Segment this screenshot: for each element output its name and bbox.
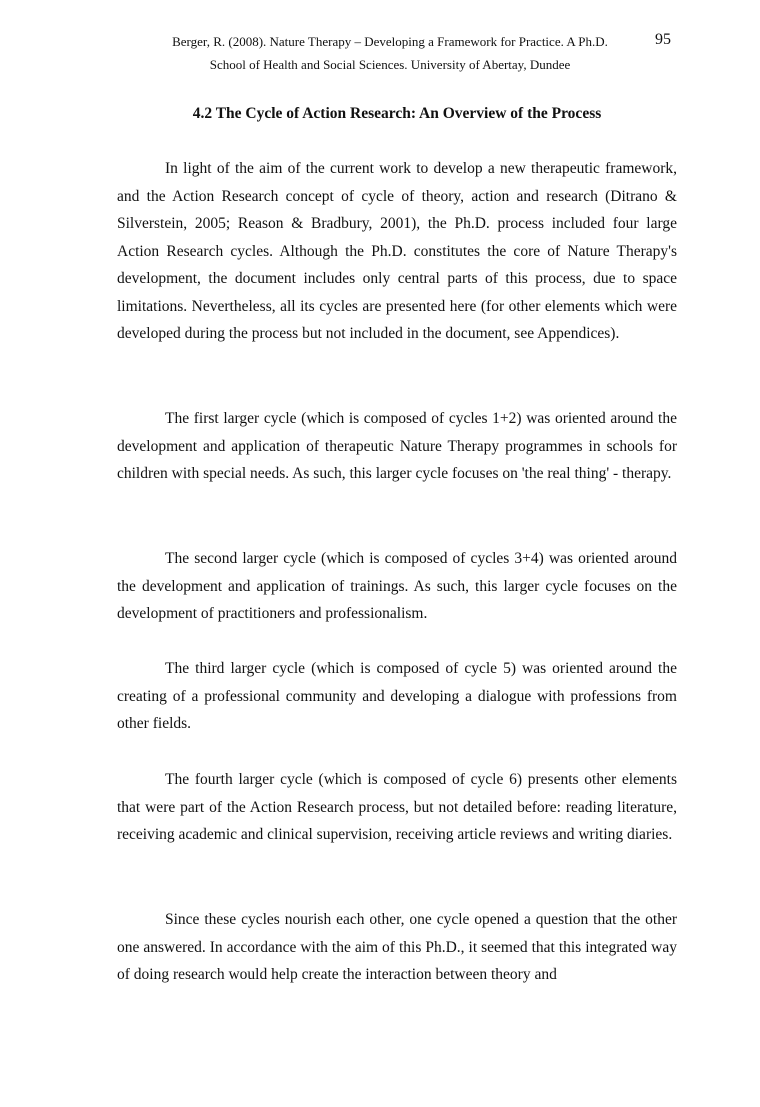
body-paragraph: The third larger cycle (which is composed of cycle 5) was oriented around the creating of a professional community and developing a dialogue with professions from other fields. bbox=[117, 660, 677, 732]
running-header bbox=[130, 30, 650, 76]
body-paragraph: In light of the aim of the current work to develop a new therapeutic framework, and the Action Research concept of cycle of theory, action and research (Ditrano & Silverstein, 2005; Reason & Bradbury, 2001), the Ph.D. process included four large Action Research cycles. Although the Ph.D. constitutes the core of Nature Therapy's development, the document includes only central parts of this process, due to space limitations. Nevertheless, all its cycles are presented here (for other elements which were developed during the process but not included in the document, see Appendices). bbox=[117, 160, 677, 342]
body-paragraph: The second larger cycle (which is composed of cycles 3+4) was oriented around the development and application of trainings. As such, this larger cycle focuses on the development of practitioners and professionalism. bbox=[117, 550, 677, 622]
section-title: 4.2 The Cycle of Action Research: An Overview of the Process bbox=[192, 105, 602, 122]
header-citation-line-2: School of Health and Social Sciences. University of Abertay, Dundee bbox=[209, 57, 571, 72]
body-paragraph: Since these cycles nourish each other, one cycle opened a question that the other one answered. In accordance with the aim of this Ph.D., it seemed that this integrated way of doing research would help create the interaction between theory and bbox=[117, 911, 677, 983]
body-paragraph: The first larger cycle (which is composed of cycles 1+2) was oriented around the development and application of therapeutic Nature Therapy programmes in schools for children with special needs. As such, this larger cycle focuses on 'the real thing' - therapy. bbox=[117, 410, 677, 482]
header-citation-line-1: Berger, R. (2008). Nature Therapy – Developing a Framework for Practice. A Ph.D. bbox=[172, 34, 608, 49]
page-number: 95 bbox=[655, 31, 671, 48]
body-paragraph: The fourth larger cycle (which is composed of cycle 6) presents other elements that were part of the Action Research process, but not detailed before: reading literature, receiving academic and clinical supervision, receiving article reviews and writing diaries. bbox=[117, 771, 677, 843]
